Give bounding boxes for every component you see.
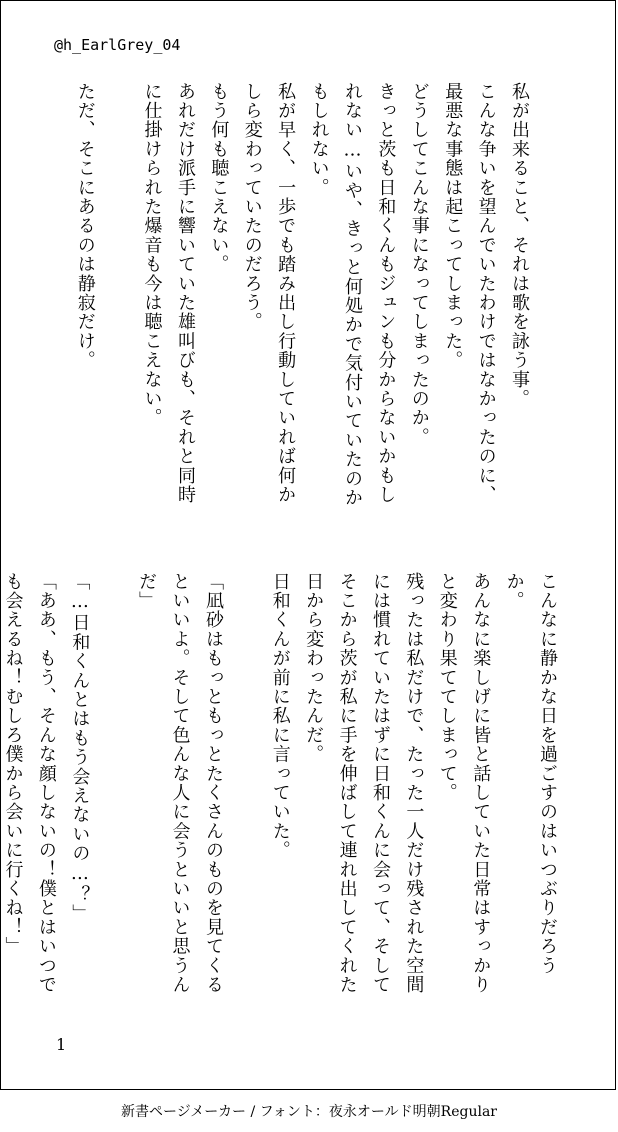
blank-line <box>102 82 135 522</box>
text-line: こんな争いを望んでいたわけではなかったのに、 <box>475 82 497 505</box>
blank-line <box>230 572 263 1012</box>
text-line: 私が出来ること、それは歌を詠う事。 <box>509 82 530 409</box>
text-line: と変わり果ててしまって。 <box>436 572 458 803</box>
text-line: もう何も聴こえない。 <box>208 82 230 274</box>
text-line: こんなに静かな日を過ごすのはいつぶりだろうか。 <box>503 572 558 976</box>
text-line: もしれない。 <box>308 82 330 198</box>
text-line: そこから茨が私に手を伸ばして連れ出してくれた <box>336 572 358 995</box>
blank-line <box>96 572 129 1012</box>
text-line: 日和くんが前に私に言っていた。 <box>269 572 291 860</box>
text-line: も会えるね！むしろ僕から会いに行くね！」 <box>2 572 24 956</box>
text-line: きっと茨も日和くんもジュンも分からないかもし <box>375 82 397 505</box>
text-line: しら変わっていたのだろう。 <box>241 82 263 332</box>
page-number: 1 <box>56 1035 67 1054</box>
text-line: だ」 <box>136 572 158 611</box>
text-line: に仕掛けられた爆音も今は聴こえない。 <box>141 82 163 428</box>
text-line: といいよ。そして色んな人に会うといいと思うん <box>169 572 191 995</box>
text-line: 日から変わったんだ。 <box>303 572 325 764</box>
footer-credit: 新書ページメーカー / フォント：夜永オールド明朝Regular <box>121 1104 497 1120</box>
text-line: 残ったは私だけで、たった一人だけ残された空間 <box>403 572 425 995</box>
text-line: 「凪砂はもっともっとたくさんのものを見てくる <box>202 572 224 995</box>
text-line: 「…日和くんとはもう会えないの…？」 <box>69 572 91 924</box>
text-line: 「ああ、もう、そんな顔しないの！僕とはいつで <box>35 572 57 995</box>
text-line: 最悪な事態は起こってしまった。 <box>442 82 464 370</box>
upper-text-block <box>68 82 536 522</box>
text-line: ただ、そこにあるのは静寂だけ。 <box>74 82 96 370</box>
text-line: 私が早く、一歩でも踏み出し行動していれば何か <box>275 82 297 505</box>
text-line: あれだけ派手に響いていた雄叫びも、それと同時 <box>174 82 196 505</box>
text-line: れない…いや、きっと何処かで気付いていたのか <box>341 82 363 508</box>
text-line: あんなに楽しげに皆と話していた日常はすっかり <box>470 572 492 995</box>
text-line: には慣れていたはずに日和くんに会って、そして <box>369 572 391 995</box>
text-line: どうしてこんな事になってしまったのか。 <box>408 82 430 447</box>
author-handle: @h_EarlGrey_04 <box>54 36 181 54</box>
lower-text-block <box>0 572 564 1012</box>
